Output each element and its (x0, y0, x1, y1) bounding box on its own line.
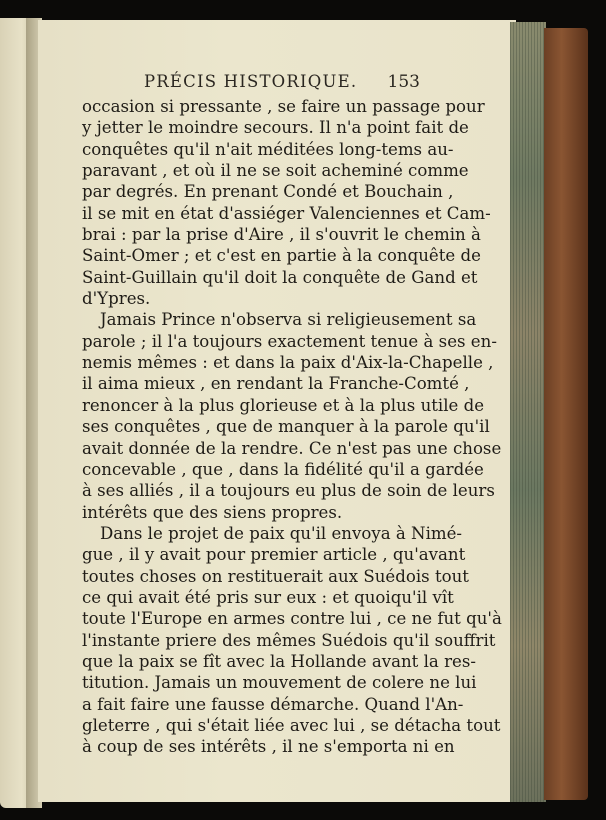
text-line: Dans le projet de paix qu'il envoya à Nimé- (100, 523, 463, 543)
page-fore-edge (510, 22, 546, 802)
text-line: Jamais Prince n'observa si religieusement sa (100, 310, 477, 330)
text-line: à ses alliés , il a toujours eu plus de soin de leurs (82, 481, 495, 501)
text-line: gleterre , qui s'était liée avec lui , se détacha tout (82, 715, 501, 735)
text-line: Saint-Guillain qu'il doit la conquête de Gand et (82, 267, 478, 287)
text-line: il se mit en état d'assiéger Valenciennes et Cam- (82, 203, 491, 223)
text-line: parole ; il l'a toujours exactement tenue à ses en- (82, 331, 497, 351)
text-line: nemis mêmes : et dans la paix d'Aix-la-Chapelle , (82, 353, 494, 373)
text-line: ce qui avait été pris sur eux : et quoiqu'il vît (82, 587, 454, 607)
text-line: que la paix se fît avec la Hollande avant la res- (82, 651, 476, 671)
text-line: toute l'Europe en armes contre lui , ce ne fut qu'à (82, 609, 502, 629)
text-line: intérêts que des siens propres. (82, 502, 343, 522)
text-line: toutes choses on restituerait aux Suédois tout (82, 566, 469, 586)
body-text (82, 96, 502, 758)
text-line: titution. Jamais un mouvement de colere ne lui (82, 673, 477, 693)
text-line: l'instante priere des mêmes Suédois qu'il souffrit (82, 630, 496, 650)
page-header (144, 72, 420, 96)
text-line: avait donnée de la rendre. Ce n'est pas une chose (82, 438, 502, 458)
text-line: gue , il y avait pour premier article , qu'avant (82, 545, 466, 565)
text-line: occasion si pressante , se faire un passage pour (82, 97, 485, 116)
text-line: brai : par la prise d'Aire , il s'ouvrit le chemin à (82, 225, 481, 245)
text-line: paravant , et où il ne se soit acheminé comme (82, 161, 469, 181)
text-line: y jetter le moindre secours. Il n'a point fait de (82, 118, 469, 138)
text-line: concevable , que , dans la fidélité qu'il a gardée (82, 459, 484, 479)
text-line: il aima mieux , en rendant la Franche-Comté , (82, 374, 470, 394)
text-line: d'Ypres. (82, 289, 151, 309)
text-line: Saint-Omer ; et c'est en partie à la conquête de (82, 246, 481, 266)
text-line: a fait faire une fausse démarche. Quand l'An- (82, 694, 464, 714)
text-line: à coup de ses intérêts , il ne s'emporta ni en (82, 737, 455, 757)
text-line: conquêtes qu'il n'ait méditées long-tems au- (82, 139, 454, 159)
text-line: renoncer à la plus glorieuse et à la plus utile de (82, 395, 485, 415)
running-head: PRÉCIS HISTORIQUE. (144, 72, 358, 91)
page-number: 153 (387, 72, 420, 92)
book-cover-edge (544, 28, 588, 800)
text-line: ses conquêtes , que de manquer à la parole qu'il (82, 417, 490, 437)
text-line: par degrés. En prenant Condé et Bouchain , (82, 182, 454, 202)
